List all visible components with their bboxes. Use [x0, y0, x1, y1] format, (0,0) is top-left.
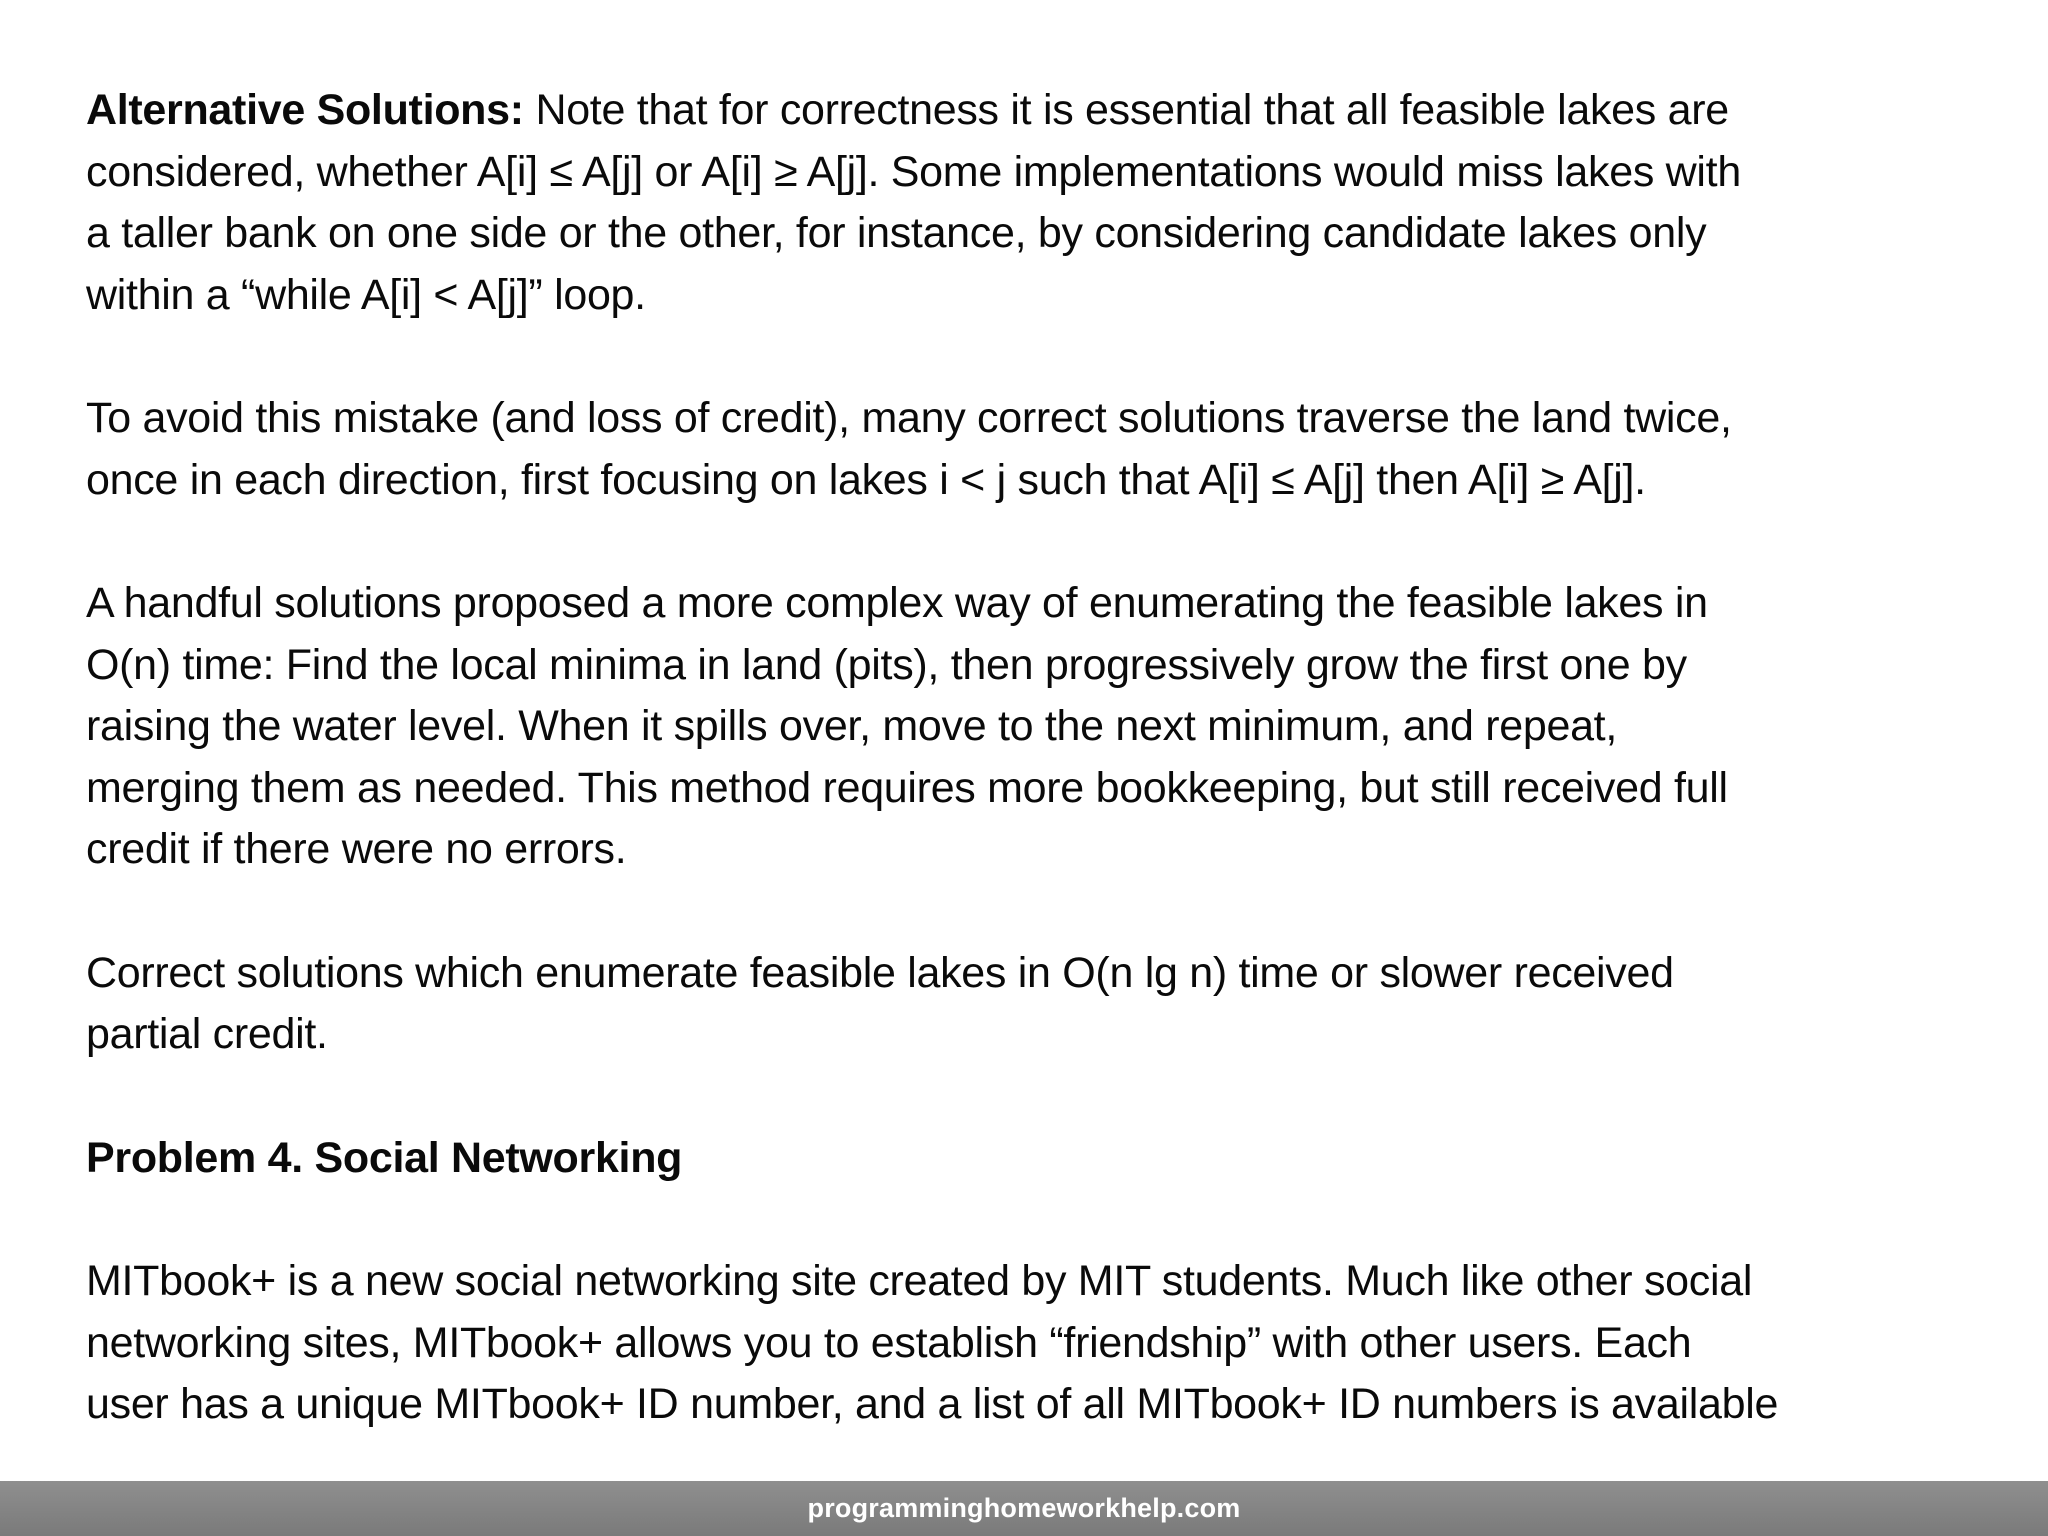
footer-website-text: programminghomeworkhelp.com: [807, 1493, 1241, 1523]
document-body: [86, 80, 2006, 1498]
paragraph-line: raising the water level. When it spills over, move to the next minimum, and repeat,: [86, 702, 1617, 750]
paragraph-partial-credit: [86, 943, 2006, 1066]
paragraph-line: To avoid this mistake (and loss of credit), many correct solutions traverse the land twice,: [86, 394, 1732, 442]
paragraph-line: Correct solutions which enumerate feasible lakes in O(n lg n) time or slower received: [86, 948, 1674, 997]
paragraph-line: within a “while A[i] < A[j]” loop.: [86, 270, 646, 319]
paragraph-line: MITbook+ is a new social networking site created by MIT students. Much like other social: [86, 1257, 1753, 1305]
alternative-solutions-label: Alternative Solutions:: [86, 86, 524, 134]
paragraph-complex-method: [86, 573, 2006, 881]
paragraph-mitbook: [86, 1251, 2006, 1436]
paragraph-alternative-solutions: [86, 80, 2006, 326]
paragraph-line: networking sites, MITbook+ allows you to establish “friendship” with other users. Each: [86, 1318, 1692, 1367]
paragraph-line: user has a unique MITbook+ ID number, and a list of all MITbook+ ID numbers is available: [86, 1380, 1779, 1428]
paragraph-line: a taller bank on one side or the other, for instance, by considering candidate lakes only: [86, 209, 1707, 257]
paragraph-line: once in each direction, first focusing on lakes i < j such that A[i] ≤ A[j] then A[i] ≥ A[j].: [86, 455, 1646, 504]
paragraph-line: credit if there were no errors.: [86, 825, 627, 873]
paragraph-line: partial credit.: [86, 1010, 328, 1058]
paragraph-avoid-mistake: [86, 388, 2006, 511]
paragraph-line: [86, 80, 2006, 142]
paragraph-line: considered, whether A[i] ≤ A[j] or A[i] ≥ A[j]. Some implementations would miss lakes with: [86, 147, 1741, 196]
paragraph-line-text: Note that for correctness it is essential that all feasible lakes are: [523, 86, 1729, 134]
footer-bar: [0, 1481, 2048, 1536]
paragraph-line: merging them as needed. This method requires more bookkeeping, but still received full: [86, 763, 1728, 812]
problem-heading: Problem 4. Social Networking: [86, 1133, 683, 1182]
paragraph-line: O(n) time: Find the local minima in land (pits), then progressively grow the first one by: [86, 640, 1687, 689]
paragraph-line: A handful solutions proposed a more complex way of enumerating the feasible lakes in: [86, 579, 1708, 627]
